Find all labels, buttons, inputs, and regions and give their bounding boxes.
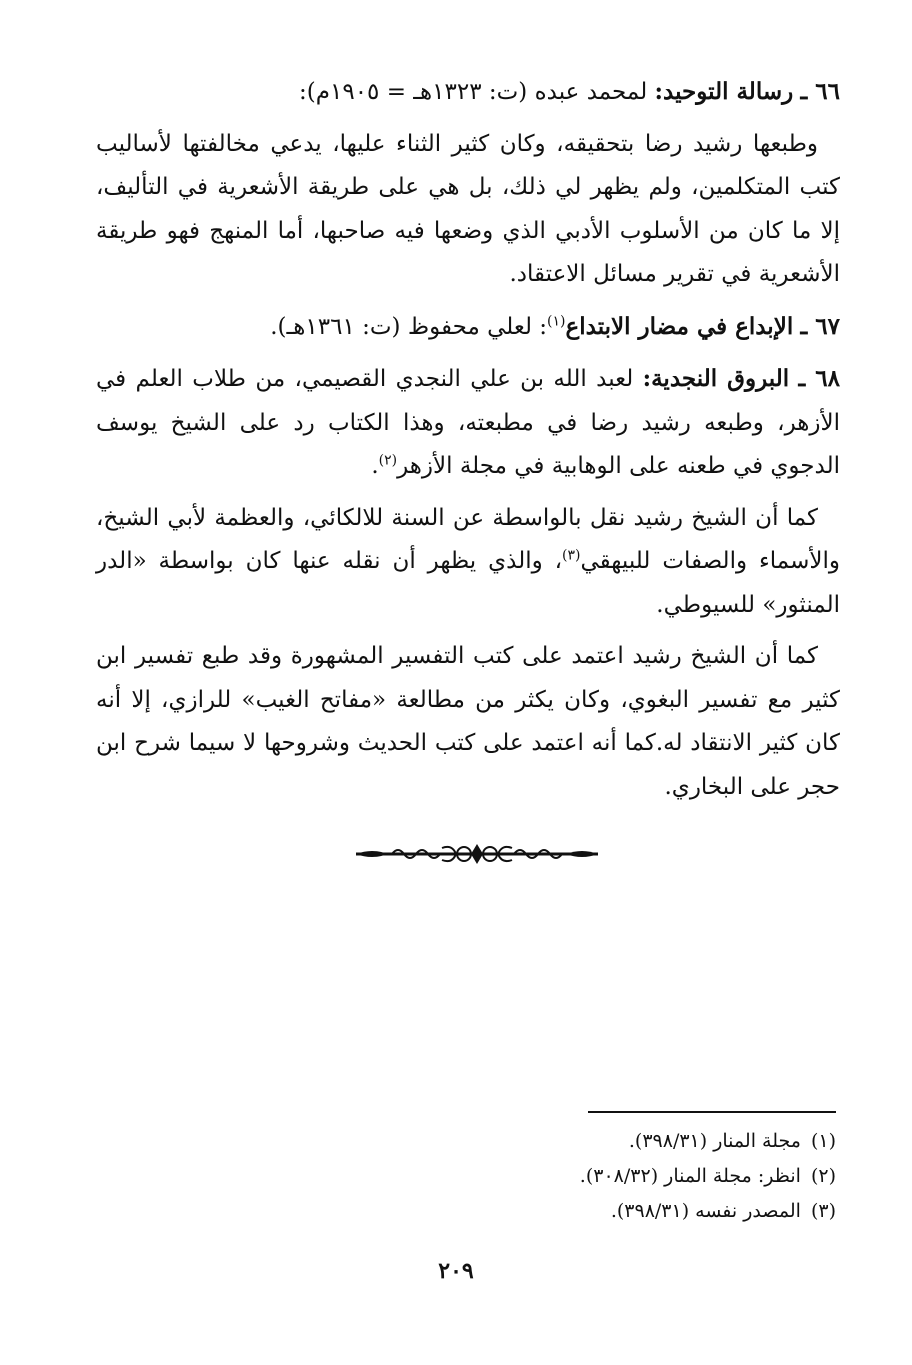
entry-67 <box>96 305 840 350</box>
book-title: رسالة التوحيد: <box>654 78 794 105</box>
footnote-text: المصدر نفسه (٣٩٨/٣١). <box>610 1200 801 1222</box>
entry-number: ٦٦ ـ <box>800 78 840 105</box>
paragraph-tawhid: وطبعها رشيد رضا بتحقيقه، وكان كثير الثناء عليها، يدعي مخالفتها لأساليب كتب المتكلمين، ولم يظهر لي ذلك، بل هي على طريقة الأشعرية في التأليف، إلا ما كان من الأسلوب الأدبي الذي وضعها فيه صاحبها، أما المنهج فهو طريقة الأشعرية في تقرير مسائل الاعتقاد. <box>96 130 840 287</box>
book-title: البروق النجدية: <box>642 365 790 392</box>
footnotes <box>500 1124 836 1229</box>
paragraph-text: ، والذي يظهر أن نقله عنها كان بواسطة «الدر المنثور» للسيوطي. <box>96 548 840 618</box>
footnote-number: (٢) <box>810 1165 836 1187</box>
entry-text: لمحمد عبده (ت: ١٣٢٣هـ = ١٩٠٥م): <box>299 79 648 105</box>
footnote-item <box>500 1124 836 1159</box>
paragraph-sources <box>96 497 840 628</box>
footnote-item <box>500 1194 836 1229</box>
footnote-ref[interactable]: (٢) <box>378 452 398 469</box>
decorative-divider-icon <box>352 840 602 868</box>
footnote-separator <box>588 1111 836 1113</box>
footnote-ref[interactable]: (١) <box>547 312 566 329</box>
page-number: ٢٠٩ <box>438 1258 474 1284</box>
entry-text: لعبد الله بن علي النجدي القصيمي، من طلاب العلم في الأزهر، وطبعه رشيد رضا في مطبعته، وهذا الكتاب رد على الشيخ يوسف الدجوي في طعنه على الوهابية في مجلة الأزهر <box>96 366 840 479</box>
entry-text: : لعلي محفوظ (ت: ١٣٦١هـ). <box>270 313 548 340</box>
footnote-number: (١) <box>810 1130 836 1152</box>
footnote-text: انظر: مجلة المنار (٣٠٨/٣٢). <box>579 1165 801 1187</box>
page-body <box>96 70 840 817</box>
entry-68 <box>96 357 840 489</box>
entry-number: ٦٨ ـ <box>798 365 840 392</box>
book-title: الإبداع في مضار الابتداع <box>565 312 794 340</box>
entry-66 <box>96 70 840 115</box>
entry-number: ٦٧ ـ <box>800 312 840 340</box>
footnote-text: مجلة المنار (٣٩٨/٣١). <box>628 1130 801 1152</box>
footnote-number: (٣) <box>810 1200 836 1222</box>
paragraph-tafsir: كما أن الشيخ رشيد اعتمد على كتب التفسير المشهورة وقد طبع تفسير ابن كثير مع تفسير البغوي، وكان يكثر من مطالعة «مفاتح الغيب» للرازي، إلا أنه كان كثير الانتقاد له.كما أنه اعتمد على كتب الحديث وشروحها لا سيما شرح ابن حجر على البخاري. <box>96 643 840 800</box>
entry-tail: . <box>371 453 379 479</box>
paragraph-text: كما أن الشيخ رشيد نقل بالواسطة عن السنة للالكائي، والعظمة لأبي الشيخ، والأسماء والصفات للبيهقي <box>96 504 840 574</box>
footnote-ref[interactable]: (٣) <box>562 547 581 564</box>
footnote-item <box>500 1159 836 1194</box>
